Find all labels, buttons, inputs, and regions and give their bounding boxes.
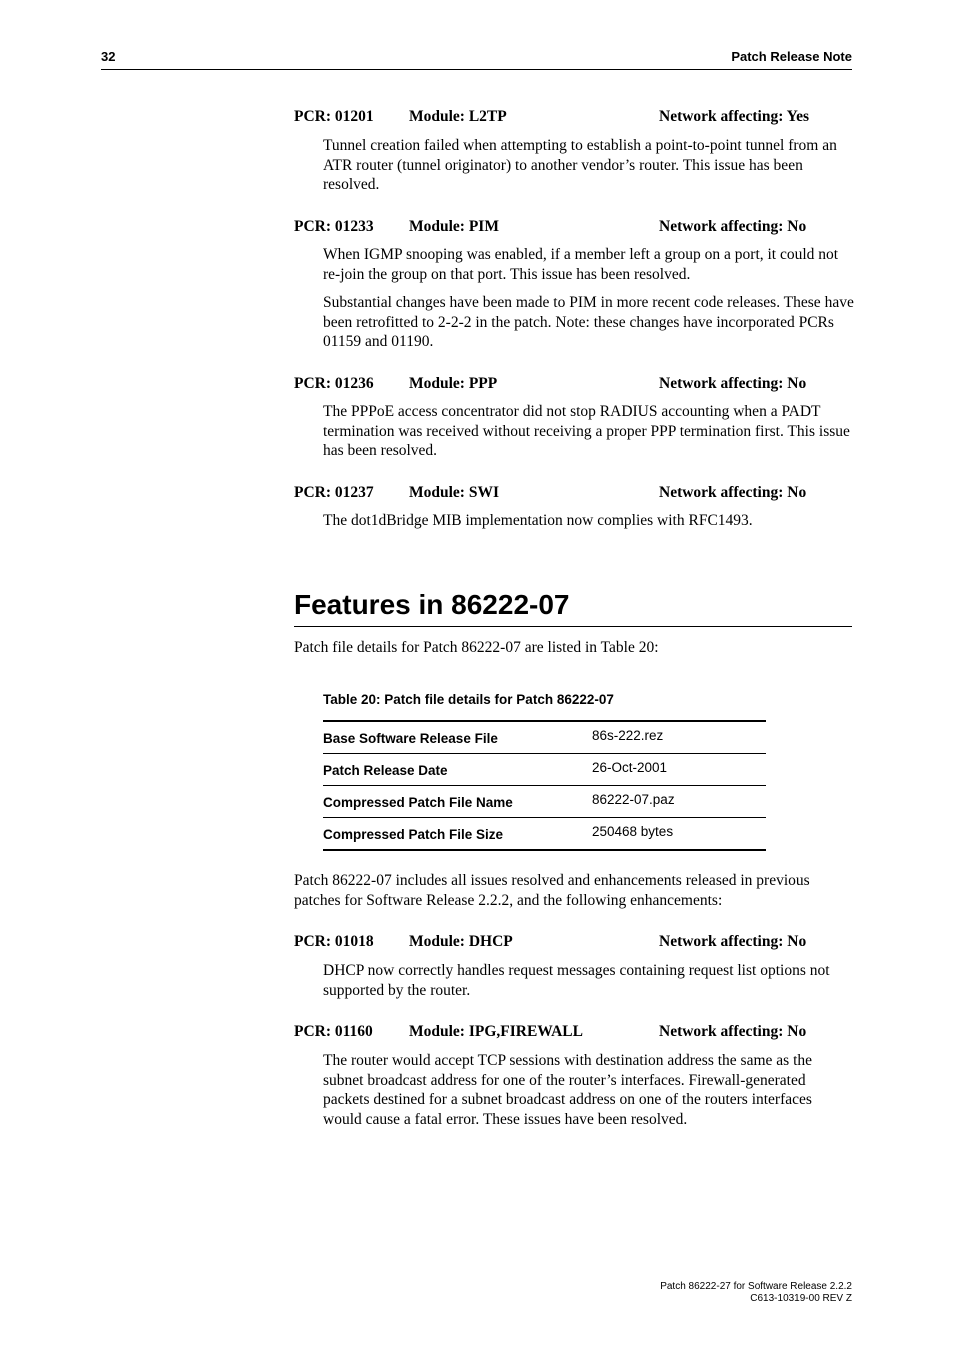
table-row — [323, 721, 766, 754]
pcr-description: DHCP now correctly handles request messages containing request list options not supported by the router. — [323, 962, 830, 999]
page-header — [101, 48, 852, 70]
section-intro: Patch file details for Patch 86222-07 are listed in Table 20: — [294, 639, 659, 656]
patch-details-table — [323, 720, 766, 851]
pcr-module: Module: SWI — [409, 484, 499, 501]
pcr-heading — [294, 1023, 854, 1043]
pcr-heading — [294, 933, 854, 953]
pcr-network-affecting: Network affecting: No — [659, 484, 807, 501]
pcr-module: Module: DHCP — [409, 933, 513, 950]
table-row — [323, 786, 766, 818]
pcr-number: PCR: 01160 — [294, 1023, 373, 1040]
pcr-module: Module: PIM — [409, 218, 499, 235]
pcr-number: PCR: 01237 — [294, 484, 374, 501]
header-title: Patch Release Note — [731, 49, 852, 64]
table-row — [323, 754, 766, 786]
pcr-module: Module: IPG,FIREWALL — [409, 1023, 583, 1040]
pcr-network-affecting: Network affecting: No — [659, 933, 807, 950]
pcr-description: The router would accept TCP sessions with destination address the same as the subnet broadcast address for one of the router’s interfaces. Firewall-generated packets destined for a subnet broadcast address on one of the routers interfaces would cause a fatal error. These issues have been resolved. — [323, 1052, 813, 1128]
table-value: 26-Oct-2001 — [592, 754, 766, 786]
pcr-number: PCR: 01233 — [294, 218, 374, 235]
after-table-paragraph: Patch 86222-07 includes all issues resolved and enhancements released in previous patches for Software Release 2.2.2, and the following enhancements: — [294, 872, 810, 909]
footer-line: C613-10319-00 REV Z — [750, 1293, 852, 1304]
pcr-heading — [294, 484, 854, 504]
page-number: 32 — [101, 49, 116, 64]
pcr-number: PCR: 01201 — [294, 108, 374, 125]
table-label: Patch Release Date — [323, 754, 592, 786]
table-label: Compressed Patch File Name — [323, 786, 592, 818]
pcr-heading — [294, 108, 854, 128]
pcr-module: Module: L2TP — [409, 108, 507, 125]
table-value: 250468 bytes — [592, 824, 674, 839]
page-footer — [660, 1281, 852, 1305]
pcr-description: The dot1dBridge MIB implementation now complies with RFC1493. — [323, 512, 753, 529]
pcr-description: The PPPoE access concentrator did not stop RADIUS accounting when a PADT termination was received without receiving a proper PPP termination first. This issue has been resolved. — [323, 403, 850, 459]
pcr-heading — [294, 375, 854, 395]
pcr-number: PCR: 01236 — [294, 375, 374, 392]
table-label: Base Software Release File — [323, 721, 592, 754]
pcr-module: Module: PPP — [409, 375, 498, 392]
pcr-network-affecting: Network affecting: No — [659, 218, 807, 235]
table-value: 86222-07.paz — [592, 786, 766, 818]
pcr-network-affecting: Network affecting: No — [659, 1023, 807, 1040]
section-title: Features in 86222-07 — [294, 586, 852, 627]
footer-line: Patch 86222-27 for Software Release 2.2.2 — [660, 1281, 852, 1292]
pcr-description: Tunnel creation failed when attempting to establish a point-to-point tunnel from an ATR router (tunnel originator) to another vendor’s router. This issue has been resolved. — [323, 137, 837, 193]
pcr-network-affecting: Network affecting: No — [659, 375, 807, 392]
table-caption: Table 20: Patch file details for Patch 86222-07 — [323, 692, 614, 707]
table-value: 86s-222.rez — [592, 721, 766, 754]
pcr-number: PCR: 01018 — [294, 933, 374, 950]
pcr-heading — [294, 218, 854, 238]
table-label: Compressed Patch File Size — [323, 827, 504, 842]
table-row — [323, 818, 766, 851]
pcr-network-affecting: Network affecting: Yes — [659, 108, 810, 125]
pcr-description: When IGMP snooping was enabled, if a member left a group on a port, it could not re-join the group on that port. This issue has been resolved. — [323, 246, 839, 283]
pcr-description: Substantial changes have been made to PIM in more recent code releases. These have been retrofitted to 2-2-2 in the patch. Note: these changes have incorporated PCRs 01159 and 01190. — [323, 294, 854, 350]
